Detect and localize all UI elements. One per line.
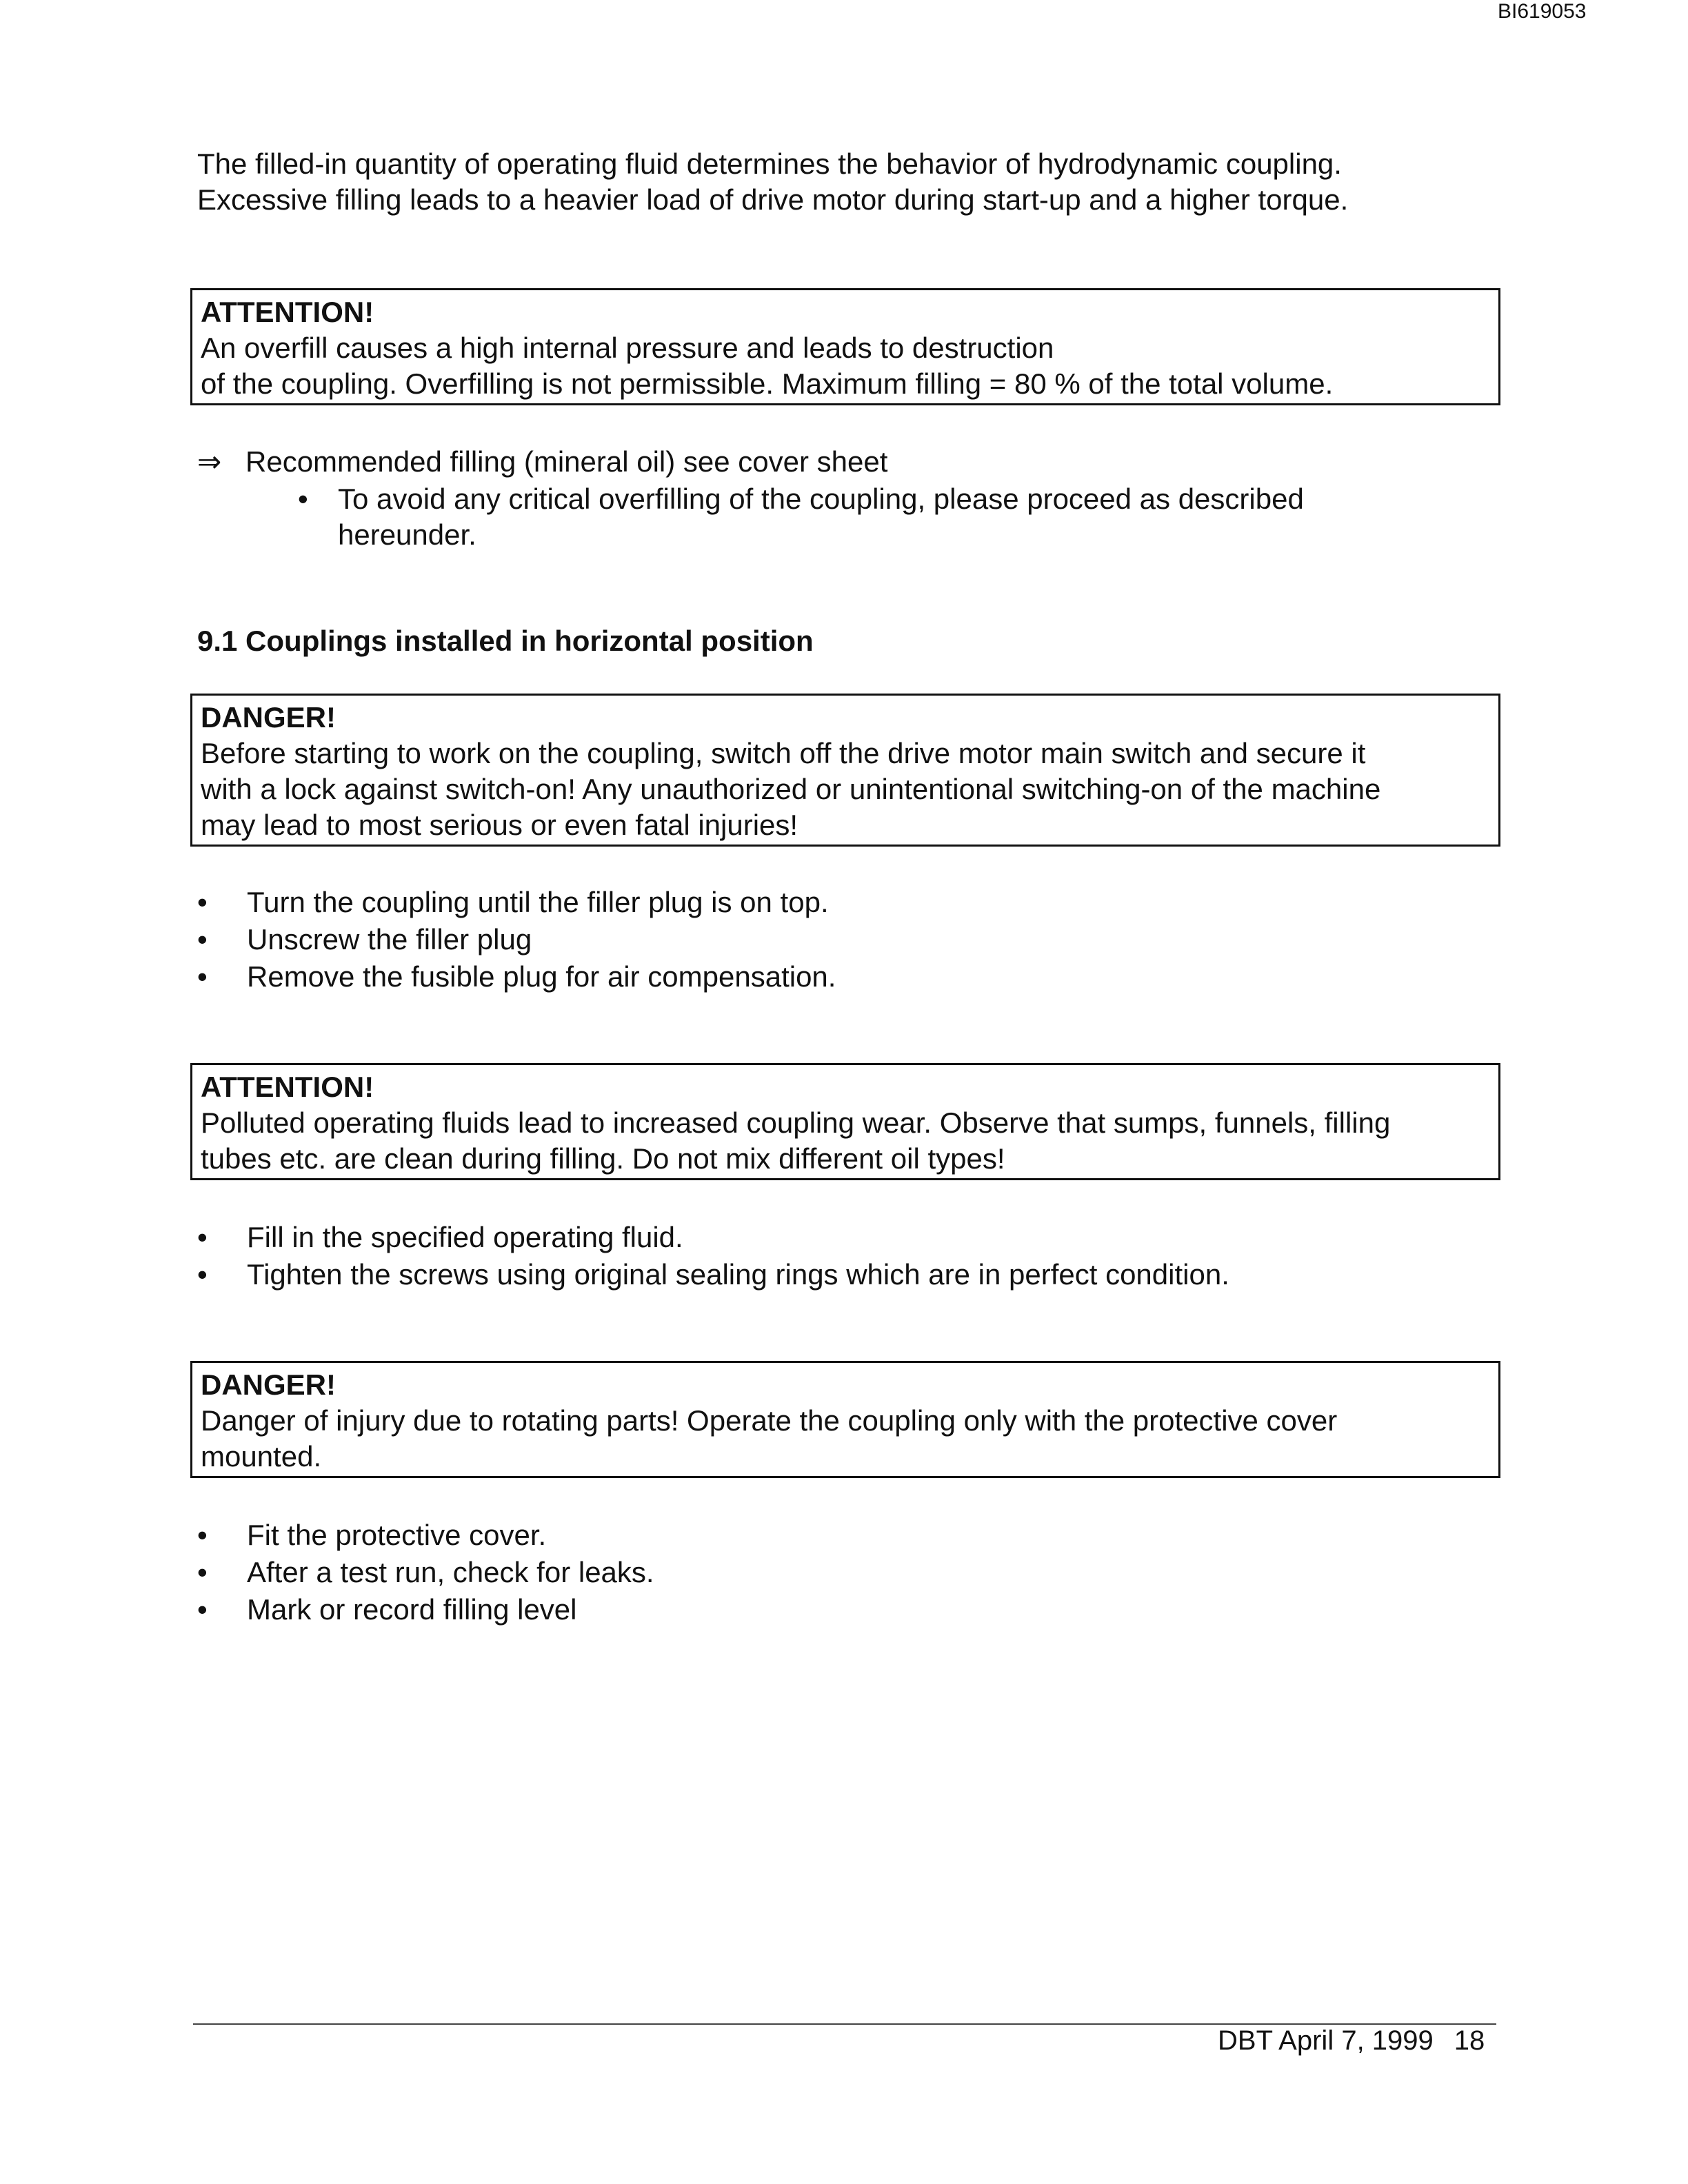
overfill-avoid-line-1: To avoid any critical overfilling of the coupling, please proceed as described xyxy=(338,483,1304,515)
bullet-icon: • xyxy=(298,483,308,515)
bullet-icon: • xyxy=(197,923,208,956)
bullet-icon: • xyxy=(197,1519,208,1551)
implies-arrow-icon: ⇒ xyxy=(197,445,222,478)
attention-line-1: Polluted operating fluids lead to increased coupling wear. Observe that sumps, funnels, filling xyxy=(201,1106,1391,1139)
page-footer xyxy=(1218,2024,1485,2057)
bullet-icon: • xyxy=(197,1593,208,1626)
list-item xyxy=(197,1219,1229,1256)
list-item xyxy=(197,1256,1229,1293)
intro-line-2: Excessive filling leads to a heavier load of drive motor during start-up and a higher torque. xyxy=(197,183,1349,216)
danger-line-2: mounted. xyxy=(201,1440,322,1473)
attention-line-1: An overfill causes a high internal pressure and leads to destruction xyxy=(201,332,1054,364)
danger-line-3: may lead to most serious or even fatal injuries! xyxy=(201,809,798,841)
attention-line-2: tubes etc. are clean during filling. Do not mix different oil types! xyxy=(201,1142,1005,1175)
document-id: BI619053 xyxy=(1498,0,1587,23)
preparation-steps-list xyxy=(197,884,836,995)
list-item-text: Remove the fusible plug for air compensation. xyxy=(247,960,836,993)
danger-title: DANGER! xyxy=(201,701,336,734)
list-item xyxy=(197,1517,654,1554)
danger-line-2: with a lock against switch-on! Any unauthorized or unintentional switching-on of the machine xyxy=(201,773,1381,805)
bullet-icon: • xyxy=(197,960,208,993)
danger-title: DANGER! xyxy=(201,1368,336,1401)
danger-box-switch-off xyxy=(190,694,1500,847)
list-item xyxy=(197,884,836,921)
bullet-icon: • xyxy=(197,1221,208,1253)
danger-box-rotating-parts xyxy=(190,1361,1500,1478)
list-item-text: Fill in the specified operating fluid. xyxy=(247,1221,683,1253)
list-item xyxy=(197,958,836,995)
intro-line-1: The filled-in quantity of operating fluid determines the behavior of hydrodynamic coupling. xyxy=(197,148,1342,180)
bullet-icon: • xyxy=(197,1556,208,1588)
bullet-icon: • xyxy=(197,1258,208,1291)
list-item xyxy=(197,1591,654,1628)
recommended-filling-note xyxy=(197,444,887,480)
danger-line-1: Danger of injury due to rotating parts! Operate the coupling only with the protective cover xyxy=(201,1404,1338,1437)
list-item-text: After a test run, check for leaks. xyxy=(247,1556,654,1588)
final-steps-list xyxy=(197,1517,654,1628)
attention-box-overfill xyxy=(190,288,1500,405)
danger-line-1: Before starting to work on the coupling, switch off the drive motor main switch and secure it xyxy=(201,737,1366,769)
section-heading: 9.1 Couplings installed in horizontal position xyxy=(197,625,814,657)
overfill-avoid-line-2: hereunder. xyxy=(338,518,476,551)
attention-title: ATTENTION! xyxy=(201,1071,374,1103)
intro-paragraph xyxy=(197,146,1549,218)
list-item-text: Tighten the screws using original sealing rings which are in perfect condition. xyxy=(247,1258,1229,1291)
list-item xyxy=(197,1554,654,1591)
list-item-text: Unscrew the filler plug xyxy=(247,923,532,956)
overfill-avoid-bullet xyxy=(298,481,1304,553)
attention-title: ATTENTION! xyxy=(201,296,374,328)
page-number: 18 xyxy=(1454,2025,1485,2056)
footer-date: DBT April 7, 1999 xyxy=(1218,2025,1434,2056)
list-item-text: Turn the coupling until the filler plug is on top. xyxy=(247,886,829,918)
bullet-icon: • xyxy=(197,886,208,918)
list-item-text: Fit the protective cover. xyxy=(247,1519,547,1551)
recommended-filling-text: Recommended filling (mineral oil) see cover sheet xyxy=(245,445,888,478)
filling-steps-list xyxy=(197,1219,1229,1293)
attention-box-polluted-fluids xyxy=(190,1063,1500,1180)
attention-line-2: of the coupling. Overfilling is not permissible. Maximum filling = 80 % of the total volume. xyxy=(201,367,1334,400)
list-item xyxy=(197,921,836,958)
list-item-text: Mark or record filling level xyxy=(247,1593,577,1626)
